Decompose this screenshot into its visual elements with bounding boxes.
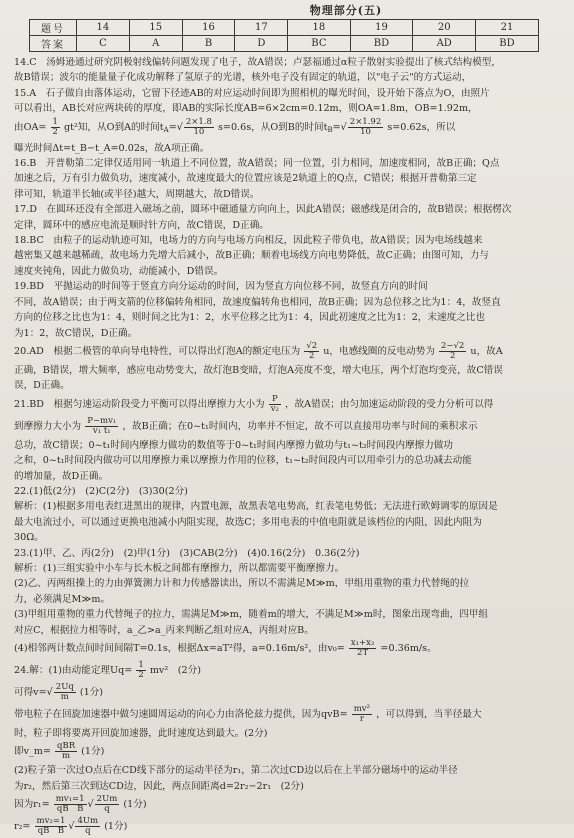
text-line: 17.D 在圆环还没有全部进入磁场之前，圆环中磁通量方向向上，因此A错误；磁感线是闭合的，故B错误；根据楞次 <box>14 204 512 216</box>
text-line: 22.(1)低(2分) (2)C(2分) (3)30(2分) <box>14 485 188 497</box>
text-line: 19.BD 平抛运动的时间等于竖直方向分运动的时间，因为竖直方向位移不同，故竖直方向的时间 <box>14 281 428 293</box>
fraction: $\frac{\text{qBR}}{m}$ <box>57 741 76 762</box>
text-line: 总功，故C错误；0~t₁时间内摩擦力做功的数值等于0~t₁时间内摩擦力做功与t₁~t₂时间段内摩擦力做功 <box>14 439 454 451</box>
answer-cell: BD <box>350 36 413 52</box>
table-row <box>30 36 539 52</box>
formula-line: 因为r₁= $\frac{\text{mv₁=1}}{\text{qB B}}$ √ $\frac{2Um}{q}$ (1分) <box>14 794 147 815</box>
row-label: 题号 <box>30 20 77 36</box>
text-line: 故B错误；波尔的能量量子化成功解释了氢原子的光谱，核外电子没有固定的轨道，以"电子云"的方式运动， <box>14 72 472 84</box>
text-line: 解析：(1)根据多用电表红进黑出的规律，内置电源，故黑表笔电势高，红表笔电势低；无法进行欧姆调零的原因是 <box>14 501 498 513</box>
text-line: 14.C 汤姆逊通过研究阴极射线偏转问题发现了电子，故A错误；卢瑟福通过α粒子散射实验提出了核式结构模型， <box>14 57 501 68</box>
fraction: $\frac{\text{mv²}}{r}$ <box>353 704 370 724</box>
formula-line: r₂= $\frac{\text{mv₂=1}}{\text{qB B}}$ √ $\frac{4Um}{q}$ (1分) <box>14 816 128 837</box>
text-fragment: 因为r₁= <box>14 799 50 811</box>
answer-cell: B <box>182 36 235 52</box>
text-fragment: 24.解：(1)由动能定理Uq= <box>14 665 133 676</box>
formula-line <box>14 394 558 416</box>
text-fragment: ，故A错误；由匀加速运动阶段的受力分析可以得 <box>285 398 494 410</box>
fraction: $\frac{\text{mv₂=1}}{\text{qB B}}$ <box>36 816 66 837</box>
text-line: 的增加量，故D正确。 <box>14 470 109 482</box>
question-number: 15 <box>129 20 182 36</box>
text-fragment: (1分) <box>123 799 147 811</box>
formula-line <box>14 638 558 660</box>
text-fragment: (1分) <box>79 687 104 698</box>
formula-line <box>14 704 558 726</box>
text-fragment: ，可以得到，当半径最大 <box>376 709 482 720</box>
text-fragment: mv² (2分) <box>149 665 201 676</box>
text-line: 为r₂，然后第三次到达CD边，因此，两点间距离d=2r₂−2r₁ (2分) <box>14 780 304 792</box>
text-fragment: 20.AD 根据二极管的单向导电特性，可以得出灯泡A的额定电压为 <box>14 345 301 357</box>
text-fragment: 21.BD 根据匀速运动阶段受力平衡可以得出摩擦力大小为 <box>14 398 265 410</box>
text-line: 30Ω。 <box>14 532 44 544</box>
text-line: (2)粒子第一次过O点后在CD线下部分的运动半径为r₁，第二次过CD边以后在上半部分磁场中的运动半径 <box>14 765 458 777</box>
text-fragment: 由OA= <box>14 121 47 133</box>
fraction: $\frac{\text{mv₁=1}}{\text{qB B}}$ <box>55 794 85 815</box>
text-line: 可以看出，AB长对应两块砖的厚度，即AB的实际长度AB=6×2cm=0.12m，则OA=1.8m，OB=1.92m， <box>14 103 478 115</box>
text-fragment: 带电粒子在回旋加速器中做匀速圆周运动的向心力由洛伦兹力提供，因为qvB= <box>14 709 348 720</box>
question-number: 16 <box>182 20 235 36</box>
text-line: 为1：2，故C错误，D正确。 <box>14 327 138 339</box>
text-line: 对应C，根据拉力相等时，a_乙>a_丙来判断乙组对应A，丙组对应B。 <box>14 624 314 636</box>
text-line: 15.A 石子做自由落体运动，它留下径迹AB的对应运动时间即为照相机的曝光时间，设开始下落点为O，由照片 <box>14 87 490 99</box>
text-line: 定律，圆环中的感应电流是顺时针方向，故C错误，D正确。 <box>14 219 269 231</box>
text-line: 之和，0~t₁时间段内做功可以用摩擦力乘以摩擦力作用的位移，t₁~t₂时间段内可以用牵引力的总功减去动能 <box>14 455 472 467</box>
text-fragment: (4)相邻两计数点间时间间隔T=0.1s，根据Δx=aT²得，a=0.16m/s²，由v₀= <box>14 643 345 654</box>
question-number: 21 <box>475 20 538 36</box>
section-title: 物理部分(五) <box>309 4 383 17</box>
formula-line: 可得v=√ $\frac{2Uq}{m}$ (1分) <box>14 682 104 702</box>
question-number: 20 <box>413 20 475 36</box>
text-fragment: ，故B正确；在0~t₁时间内，功率并不恒定，故不可以直接用功率与时间的乘积求示 <box>122 420 478 432</box>
text-line: 误，D正确。 <box>14 380 70 392</box>
formula-line <box>14 416 558 438</box>
text-line: 18.BC 由粒子的运动轨迹可知，电场力的方向与电场方向相反，因此粒子带负电，故A错误；因为电场线越来 <box>14 235 483 247</box>
text-line: 时，粒子即将要离开回旋加速器，此时速度达到最大。(2分) <box>14 728 268 739</box>
question-number: 18 <box>288 20 350 36</box>
fraction: $\frac{2\times 1.8}{10}$ <box>185 116 212 137</box>
text-line: 最大电流过小，可以通过更换电池减小内阻实现，故选C；多用电表的中值电阻就是该档位的内阻，因此内阻为 <box>14 516 482 528</box>
fraction: $\frac{\text{x₁+x₂}}{2T}$ <box>350 638 375 658</box>
text-line: 加速之后，万有引力做负功，速度减小，故速度最大的位置应该是2轨道上的Q点，C错误；根据开普勒第三定 <box>14 173 477 185</box>
fraction: $\frac{2\times 1.92}{10}$ <box>349 116 382 137</box>
text-fragment: (1分) <box>104 821 128 833</box>
row-label: 答案 <box>30 36 77 52</box>
answer-cell: AD <box>413 36 475 52</box>
answer-table <box>29 19 539 52</box>
question-number: 19 <box>350 20 413 36</box>
answer-cell: BD <box>475 36 538 52</box>
text-fragment: =0.36m/s。 <box>380 643 437 654</box>
text-line: (2)乙、丙两组操上的力由弹簧测力计和力传感器读出，所以不需满足M≫m，甲组用重物的重力代替绳的拉 <box>14 578 470 590</box>
fraction: $\frac{1}{2}$ <box>52 116 58 137</box>
formula-line: 由OA= $\frac{1}{2}$ gt²知，从O到A的时间$t_A=√$ $\frac{2\times 1.8}{10}$ s=0.6s，从O到B的时间$t_B=√$ $\frac{2\times 1.92}{10}$ s=0.62s，所以 <box>14 116 456 137</box>
text-fragment: 即v_m= <box>14 746 51 758</box>
text-fragment: r₂= <box>14 821 31 833</box>
text-fragment: u，故A <box>470 345 503 357</box>
text-fragment: s=0.6s，从O到B的时间t <box>217 121 328 133</box>
fraction: $\frac{2Uq}{m}$ <box>55 682 74 702</box>
text-line: 23.(1)甲、乙、丙(2分) (2)甲(1分) (3)CAB(2分) (4)0.16(2分) 0.36(2分) <box>14 547 360 559</box>
text-line: 力，必须满足M≫m。 <box>14 593 111 605</box>
fraction: $\frac{2-√2}{2}$ <box>440 340 465 361</box>
text-line: 律可知，轨道半长轴(或半径)越大，周期越大，故D错误。 <box>14 188 260 200</box>
text-line: 16.B 开普勒第二定律仅适用同一轨道上不同位置，故A错误；同一位置，引力相同，加速度相同，故B正确；Q点 <box>14 158 500 170</box>
answer-cell: BC <box>288 36 350 52</box>
text-fragment: s=0.62s，所以 <box>387 121 456 133</box>
text-line: 解析：(1)三组实验中小车与长木板之间都有摩擦力，所以都需要平衡摩擦力。 <box>14 562 345 574</box>
text-line: 方向的位移之比也为1：4，则时间之比为1：2，水平位移之比为1：4，因此初速度之比为1：2，末速度之比也 <box>14 312 485 324</box>
fraction: $\frac{√2}{2}$ <box>306 340 318 361</box>
answer-cell: C <box>77 36 130 52</box>
fraction: $\frac{2Um}{q}$ <box>96 794 118 815</box>
text-line: 越密集又越来越稀疏，故电场力先增大后减小，故B正确；顺着电场线方向电势降低，故C正确；由图可知，力与 <box>14 250 489 262</box>
fraction: $\frac{\text{P−mv₁}}{\text{v₁ t₁}}$ <box>87 415 117 436</box>
question-number: 17 <box>235 20 288 36</box>
text-fragment: gt²知，从O到A的时间t <box>63 121 164 133</box>
formula-line <box>14 341 558 363</box>
text-line: 曝光时间Δt=t_B−t_A=0.02s，故A项正确。 <box>14 142 210 154</box>
fraction: $\frac{1}{2}$ <box>138 660 144 680</box>
answer-cell: D <box>235 36 288 52</box>
text-fragment: 到摩擦力大小为 <box>14 420 82 432</box>
text-fragment: 可得v= <box>14 687 47 698</box>
text-line: (3)甲组用重物的重力代替绳子的拉力，需满足M≫m，随着m的增大，不满足M≫m时，图象出现弯曲，四甲组 <box>14 609 488 621</box>
question-number: 14 <box>77 20 130 36</box>
text-line: 不同，故A错误；由于两支箭的位移偏转角相同，故速度偏转角也相同，故B正确；因为总位移之比为1：4，故竖直 <box>14 296 501 308</box>
formula-line <box>14 741 558 763</box>
formula-line <box>14 660 558 682</box>
text-line: 速度夹钝角，因此力做负功，动能减小，D错误。 <box>14 265 224 277</box>
text-fragment: (1分) <box>81 746 105 758</box>
fraction: $\frac{4Um}{q}$ <box>77 816 99 837</box>
solutions-body <box>14 55 558 838</box>
answer-cell: A <box>129 36 182 52</box>
fraction: $\frac{P}{\text{v₂}}$ <box>270 393 279 414</box>
text-line: 正确，B错误，增大频率，感应电动势变大，故灯泡B变暗，灯泡A亮度不变，增大电压，两个灯泡均变亮，故C错误 <box>14 364 503 376</box>
table-row <box>30 20 539 36</box>
text-fragment: u，电感线圈的反电动势为 <box>323 345 435 357</box>
